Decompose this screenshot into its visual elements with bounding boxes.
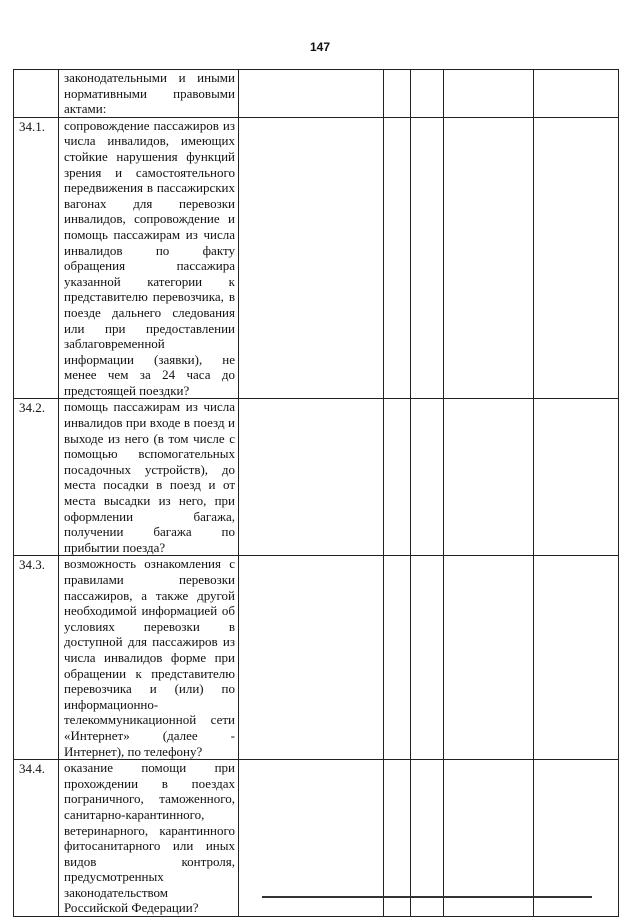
row-number: 34.3. <box>14 556 59 760</box>
empty-cell <box>411 760 444 917</box>
row-number: 34.1. <box>14 117 59 399</box>
empty-cell <box>534 70 619 118</box>
empty-cell <box>444 117 534 399</box>
empty-cell <box>384 117 411 399</box>
empty-cell <box>239 556 384 760</box>
row-number: 34.4. <box>14 760 59 917</box>
empty-cell <box>534 399 619 556</box>
empty-cell <box>444 399 534 556</box>
empty-cell <box>534 117 619 399</box>
empty-cell <box>444 70 534 118</box>
footer-divider <box>262 896 592 898</box>
empty-cell <box>444 760 534 917</box>
row-number <box>14 70 59 118</box>
empty-cell <box>384 556 411 760</box>
row-number: 34.2. <box>14 399 59 556</box>
empty-cell <box>239 760 384 917</box>
table-row <box>14 70 619 118</box>
empty-cell <box>411 556 444 760</box>
empty-cell <box>411 70 444 118</box>
empty-cell <box>384 70 411 118</box>
empty-cell <box>411 399 444 556</box>
empty-cell <box>384 760 411 917</box>
question-text: оказание помощи при прохождении в поездах пограничного, таможенного, санитарно-карантинного, ветеринарного, карантинного фитосанитарного или иных видов контроля, предусмотренных законодательством Российской Федерации? <box>59 760 239 917</box>
page-number: 147 <box>309 40 331 54</box>
empty-cell <box>444 556 534 760</box>
question-text: законодательными и иными нормативными правовыми актами: <box>59 70 239 118</box>
empty-cell <box>384 399 411 556</box>
empty-cell <box>239 117 384 399</box>
question-text: сопровождение пассажиров из числа инвалидов, имеющих стойкие нарушения функций зрения и самостоятельного передвижения в пассажирских вагонах для перевозки инвалидов, сопровождение и помощь пассажирам из числа инвалидов по факту обращения пассажира указанной категории к представителю перевозчика, в поезде дальнего следования или при предоставлении заблаговременной информации (заявки), не менее чем за 24 часа до предстоящей поездки? <box>59 117 239 399</box>
empty-cell <box>534 760 619 917</box>
table-row <box>14 760 619 917</box>
empty-cell <box>534 556 619 760</box>
table-row <box>14 117 619 399</box>
empty-cell <box>239 399 384 556</box>
checklist-table <box>13 69 619 917</box>
empty-cell <box>239 70 384 118</box>
table-row <box>14 399 619 556</box>
table-row <box>14 556 619 760</box>
question-text: помощь пассажирам из числа инвалидов при входе в поезд и выходе из него (в том числе с помощью вспомогательных посадочных устройств), до места посадки в поезд и от места высадки из него, при оформлении багажа, получении багажа по прибытии поезда? <box>59 399 239 556</box>
empty-cell <box>411 117 444 399</box>
question-text: возможность ознакомления с правилами перевозки пассажиров, а также другой необходимой информацией об условиях перевозки в доступной для пассажиров из числа инвалидов форме при обращении к представителю перевозчика и (или) по информационно-телекоммуникационной сети «Интернет» (далее - Интернет), по телефону? <box>59 556 239 760</box>
